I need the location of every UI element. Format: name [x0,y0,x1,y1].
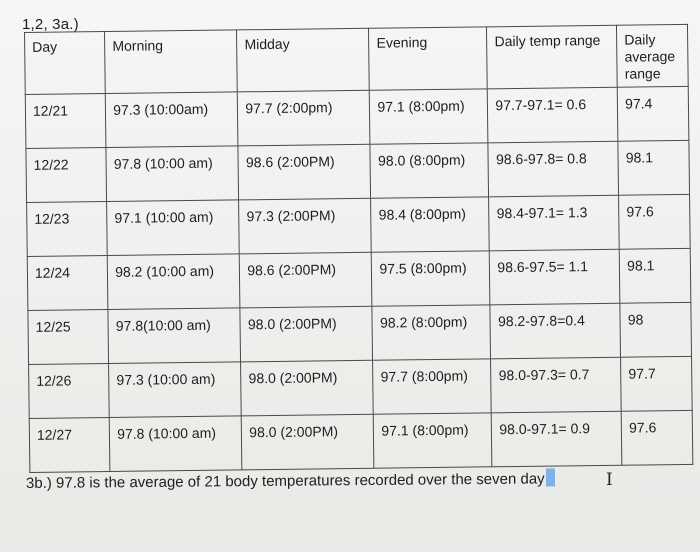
cell-average: 97.7 [621,356,692,411]
cell-evening: 97.5 (8:00pm) [372,251,491,306]
header-range: Daily temp range [487,25,618,89]
cell-evening: 97.7 (8:00pm) [373,359,492,414]
cell-range: 98.0-97.1= 0.9 [492,411,622,467]
cell-range: 98.2-97.8=0.4 [490,303,620,359]
table-row [25,86,689,148]
cell-midday: 98.6 (2:00PM) [238,144,371,200]
cell-midday: 97.3 (2:00PM) [239,198,372,254]
cell-midday: 97.7 (2:00pm) [238,90,371,146]
cell-evening: 98.2 (8:00pm) [372,305,491,360]
temperature-table [24,24,693,473]
cell-range: 98.6-97.8= 0.8 [488,141,618,197]
header-average: Daily average range [617,24,689,87]
cell-morning: 97.8(10:00 am) [108,308,241,364]
cell-average: 97.6 [619,194,690,249]
cell-average: 98 [620,302,691,357]
header-morning: Morning [105,30,238,94]
cell-midday: 98.0 (2:00PM) [242,414,375,470]
cell-day: 12/27 [29,417,110,472]
table-row [29,410,693,472]
cell-morning: 97.3 (10:00am) [105,92,238,148]
cell-range: 97.7-97.1= 0.6 [488,87,618,143]
cell-day: 12/26 [29,363,110,418]
table-row [26,140,690,202]
cell-average: 97.6 [621,410,692,465]
cell-midday: 98.0 (2:00PM) [240,306,373,362]
cell-average: 98.1 [618,140,689,195]
table-row [29,356,693,418]
cell-average: 97.4 [617,86,688,141]
cell-morning: 98.2 (10:00 am) [107,254,240,310]
cell-range: 98.0-97.3= 0.7 [491,357,621,413]
cell-morning: 97.1 (10:00 am) [107,200,240,256]
cell-average: 98.1 [619,248,690,303]
header-midday: Midday [237,28,370,92]
cell-evening: 98.4 (8:00pm) [371,197,490,252]
question-heading: 1,2, 3a.) [22,16,79,33]
cell-day: 12/25 [28,309,109,364]
cell-day: 12/24 [27,255,108,310]
cell-evening: 97.1 (8:00pm) [374,413,493,468]
cell-morning: 97.8 (10:00 am) [106,146,239,202]
i-beam-cursor-icon: I [606,470,613,490]
table-row [27,248,691,310]
table-row [27,194,691,256]
answer-3b-line[interactable] [26,468,555,492]
header-day: Day [25,32,106,95]
answer-3b-text: 3b.) 97.8 is the average of 21 body temperatures recorded over the seven day [25,470,545,492]
table-row [28,302,692,364]
cell-evening: 98.0 (8:00pm) [370,143,489,198]
cell-midday: 98.0 (2:00PM) [241,360,374,416]
cell-range: 98.6-97.5= 1.1 [490,249,620,305]
table-header-row [25,24,689,94]
cell-midday: 98.6 (2:00PM) [240,252,373,308]
cell-day: 12/21 [25,94,106,149]
header-evening: Evening [369,27,488,90]
cell-morning: 97.3 (10:00 am) [109,362,242,418]
cell-morning: 97.8 (10:00 am) [109,416,242,472]
cell-range: 98.4-97.1= 1.3 [489,195,619,251]
cell-day: 12/22 [26,148,107,203]
cell-evening: 97.1 (8:00pm) [370,89,489,144]
cell-day: 12/23 [27,202,108,257]
text-selection-caret-icon [546,468,555,486]
